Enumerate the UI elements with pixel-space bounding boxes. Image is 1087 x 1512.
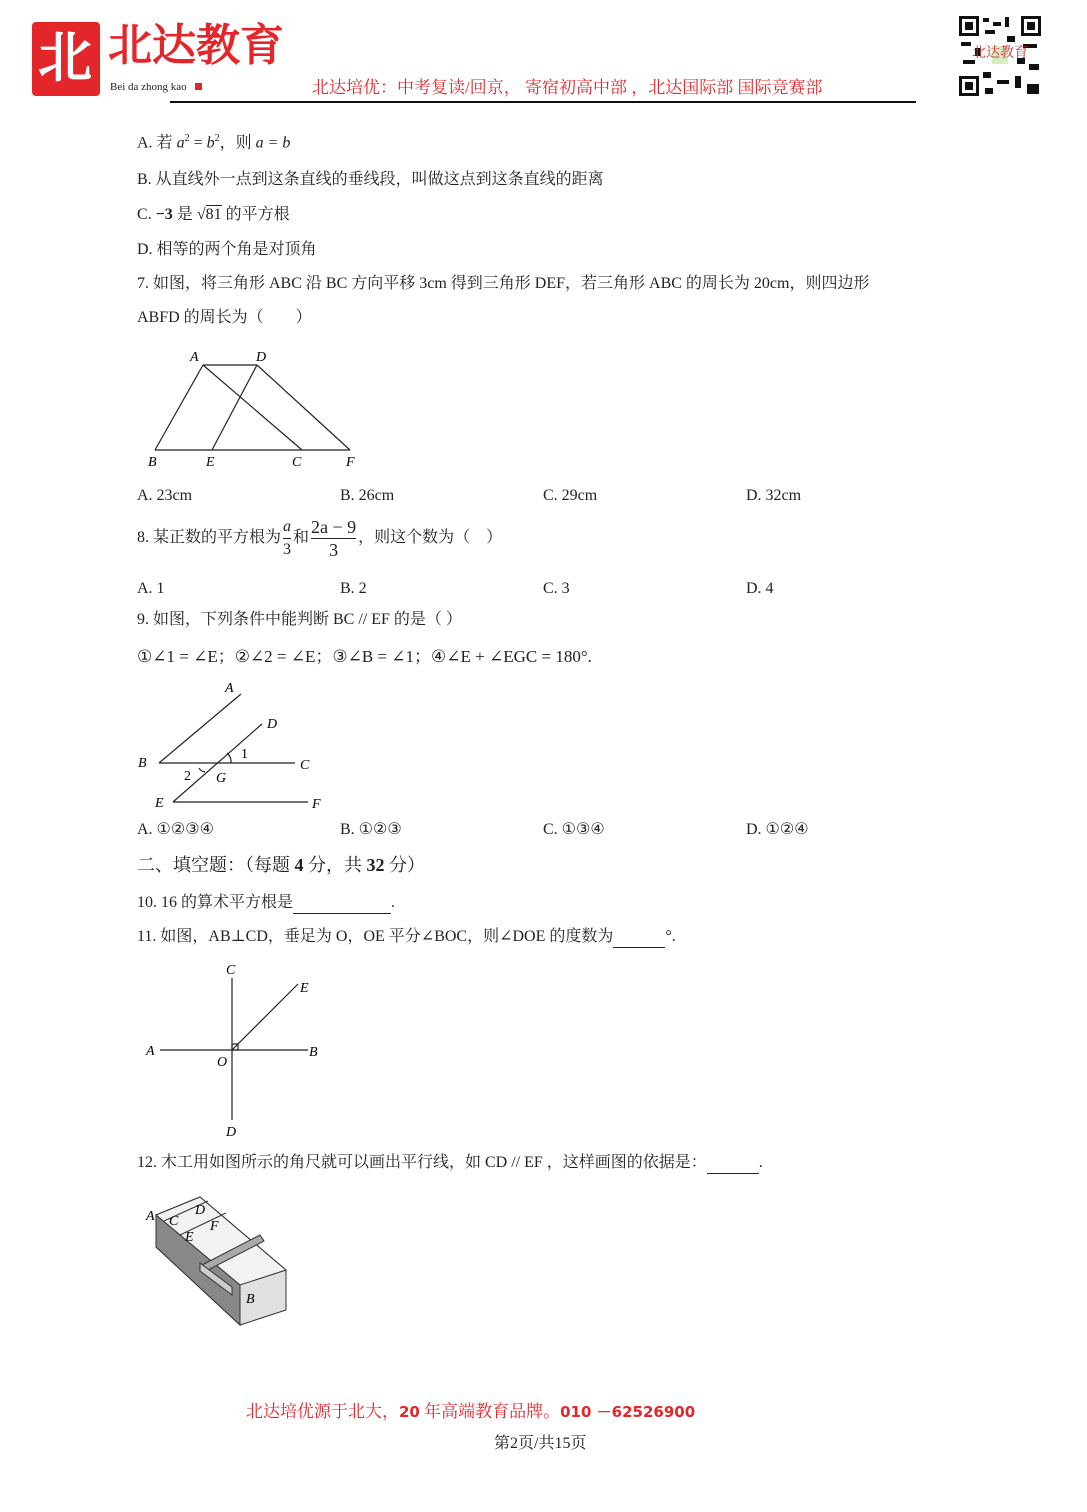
svg-text:A: A [146, 1209, 155, 1224]
logo-subtitle: Bei da zhong kao [110, 81, 202, 94]
q7-option-d[interactable]: D. 32cm [746, 487, 802, 504]
svg-text:C: C [226, 963, 236, 978]
svg-text:A: A [225, 681, 234, 696]
q6-option-b: B. 从直线外一点到这条直线的垂线段，叫做这点到这条直线的距离 [137, 171, 604, 188]
svg-text:D: D [195, 1203, 206, 1218]
q8-option-d[interactable]: D. 4 [746, 580, 774, 597]
q11-stem: 11. 如图，AB⊥CD，垂足为 O，OE 平分∠BOC，则∠DOE 的度数为 °. [137, 927, 676, 948]
q7-translation-figure [140, 345, 370, 475]
q10-stem: 10. 16 的算术平方根是 . [137, 893, 395, 914]
q6-option-c: C. −3 是 √81 的平方根 [137, 206, 290, 223]
svg-text:A: A [146, 1044, 155, 1059]
q9-conditions: ①∠1 = ∠E；②∠2 = ∠E；③∠B = ∠1；④∠E + ∠EGC = 180°. [137, 647, 592, 666]
section-heading: 二、填空题：（每题 4 分，共 32 分） [137, 855, 425, 875]
svg-text:G: G [216, 771, 227, 786]
qr-code [957, 14, 1043, 98]
svg-text:D: D [256, 350, 267, 365]
svg-text:2: 2 [184, 769, 191, 784]
q9-parallel-figure [135, 676, 335, 816]
q8-stem: 8. 某正数的平方根为 $\frac{a}{3}$ 和 $\frac{2a - 9}{3}$ ，则这个数为（ ） [137, 517, 503, 560]
header-divider [170, 101, 916, 103]
svg-text:D: D [226, 1125, 237, 1140]
svg-text:E: E [185, 1230, 194, 1245]
q12-carpenter-square-figure [140, 1185, 300, 1330]
svg-text:B: B [148, 455, 157, 470]
svg-text:E: E [155, 796, 164, 811]
page-number: 第2页/共15页 [494, 1435, 587, 1452]
svg-text:D: D [267, 717, 278, 732]
svg-text:C: C [169, 1214, 179, 1229]
q9-option-b[interactable]: B. ①②③ [340, 821, 402, 838]
q12-stem: 12. 木工用如图所示的角尺就可以画出平行线，如 CD // EF ，这样画图的依据是： . [137, 1153, 763, 1174]
svg-text:北达教育: 北达教育 [972, 46, 1028, 61]
svg-text:C: C [292, 455, 302, 470]
q9-stem: 9. 如图，下列条件中能判断 BC // EF 的是（ ） [137, 611, 462, 628]
logo-mark: 北 [32, 22, 100, 96]
q8-option-a[interactable]: A. 1 [137, 580, 165, 597]
q8-option-b[interactable]: B. 2 [340, 580, 367, 597]
svg-text:C: C [300, 758, 310, 773]
svg-text:B: B [138, 756, 147, 771]
svg-text:B: B [309, 1045, 318, 1060]
header-slogan: 北达培优：中考复读/回京， 寄宿初高中部 ，北达国际部 国际竞赛部 [312, 78, 823, 97]
q7-option-c[interactable]: C. 29cm [543, 487, 598, 504]
q7-option-a[interactable]: A. 23cm [137, 487, 193, 504]
svg-text:B: B [246, 1292, 255, 1307]
q7-option-b[interactable]: B. 26cm [340, 487, 395, 504]
svg-text:A: A [190, 350, 199, 365]
q7-stem-line2: ABFD 的周长为（ ） [137, 309, 312, 326]
q9-option-a[interactable]: A. ①②③④ [137, 821, 214, 838]
q6-option-d: D. 相等的两个角是对顶角 [137, 241, 317, 258]
svg-text:F: F [346, 455, 355, 470]
svg-text:1: 1 [241, 747, 248, 762]
q6-option-a: A. 若 $a^2 = b^2$，则 a = b [137, 133, 291, 152]
footer-advert: 北达培优源于北大，20 年高端教育品牌。010 －62526900 [246, 1402, 696, 1421]
q11-perpendicular-figure [140, 960, 330, 1140]
q9-option-c[interactable]: C. ①③④ [543, 821, 605, 838]
svg-text:F: F [210, 1219, 219, 1234]
svg-text:O: O [217, 1055, 228, 1070]
q7-stem-line1: 7. 如图，将三角形 ABC 沿 BC 方向平移 3cm 得到三角形 DEF，若三角形 ABC 的周长为 20cm，则四边形 [137, 275, 870, 292]
logo-text: 北达教育 [108, 20, 284, 71]
svg-text:E: E [206, 455, 215, 470]
svg-text:F: F [312, 797, 321, 812]
q8-option-c[interactable]: C. 3 [543, 580, 570, 597]
q9-option-d[interactable]: D. ①②④ [746, 821, 809, 838]
svg-text:E: E [300, 981, 309, 996]
